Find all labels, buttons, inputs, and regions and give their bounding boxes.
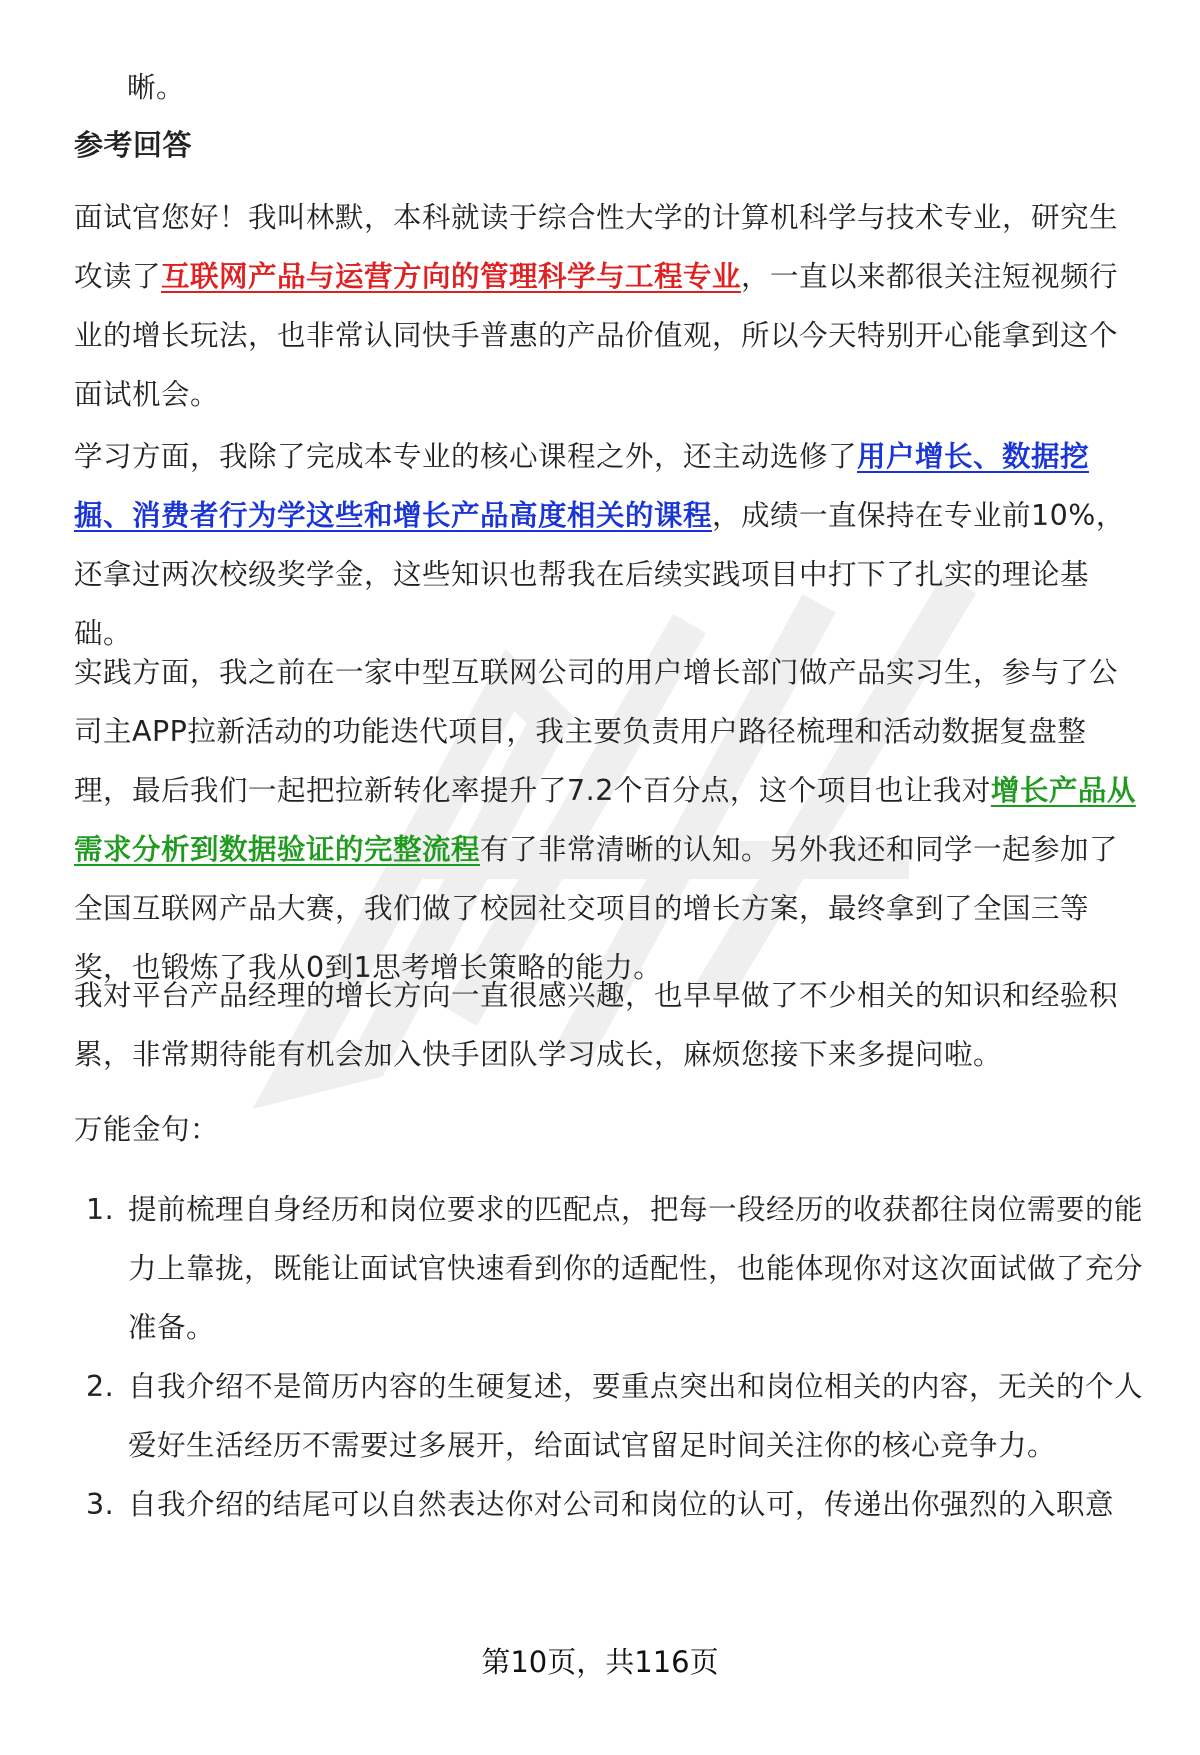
tips-title: 万能金句： <box>74 1113 220 1146</box>
intro-paragraph <box>74 188 1144 424</box>
intro-highlight: 互联网产品与运营方向的管理科学与工程专业 <box>161 260 742 293</box>
list-item-text: 提前梳理自身经历和岗位要求的匹配点，把每一段经历的收获都往岗位需要的能力上靠拢，既能让面试官快速看到你的适配性，也能体现你对这次面试做了充分准备。 <box>128 1193 1144 1344</box>
study-text-end: ，成绩一直保持在专业前10%，还拿过两次校级奖学金，这些知识也帮我在后续实践项目中打下了扎实的理论基础。 <box>74 499 1125 650</box>
study-text-start: 学习方面，我除了完成本专业的核心课程之外，还主动选修了 <box>74 440 858 473</box>
section-heading: 参考回答 <box>74 128 193 162</box>
study-paragraph <box>74 427 1144 663</box>
closing-paragraph: 我对平台产品经理的增长方向一直很感兴趣，也早早做了不少相关的知识和经验积累，非常期待能有机会加入快手团队学习成长，麻烦您接下来多提问啦。 <box>74 979 1119 1071</box>
list-item-number: 1. <box>86 1193 115 1226</box>
intro-text-end: ，一直以来都很关注短视频行业的增长玩法，也非常认同快手普惠的产品价值观，所以今天特别开心能拿到这个面试机会。 <box>74 260 1119 411</box>
intro-text-start: 面试官您好！我叫林默，本科就读于综合性大学的计算机科学与技术专业，研究生攻读了 <box>74 201 1119 293</box>
list-item <box>74 1357 1144 1475</box>
practice-text-start: 实践方面，我之前在一家中型互联网公司的用户增长部门做产品实习生，参与了公司主APP拉新活动的功能迭代项目，我主要负责用户路径梳理和活动数据复盘整理，最后我们一起把拉新转化率提升了7.2个百分点，这个项目也让我对 <box>74 656 1119 807</box>
practice-paragraph <box>74 643 1144 997</box>
list-item-number: 3. <box>86 1488 115 1521</box>
tips-list <box>74 1180 1144 1534</box>
practice-text-end: 有了非常清晰的认知。另外我还和同学一起参加了全国互联网产品大赛，我们做了校园社交项目的增长方案，最终拿到了全国三等奖，也锻炼了我从0到1思考增长策略的能力。 <box>74 833 1119 984</box>
study-highlight: 用户增长、数据挖掘、消费者行为学这些和增长产品高度相关的课程 <box>74 440 1090 532</box>
practice-highlight: 增长产品从需求分析到数据验证的完整流程 <box>74 774 1136 866</box>
list-item-text: 自我介绍的结尾可以自然表达你对公司和岗位的认可，传递出你强烈的入职意 <box>128 1488 1115 1521</box>
list-item-text: 自我介绍不是简历内容的生硬复述，要重点突出和岗位相关的内容，无关的个人爱好生活经历不需要过多展开，给面试官留足时间关注你的核心竞争力。 <box>128 1370 1144 1462</box>
list-item <box>74 1180 1144 1357</box>
continuation-text: 晰。 <box>127 71 186 104</box>
page-footer: 第10页，共116页 <box>481 1645 719 1679</box>
list-item-number: 2. <box>86 1370 115 1403</box>
list-item <box>74 1475 1144 1534</box>
